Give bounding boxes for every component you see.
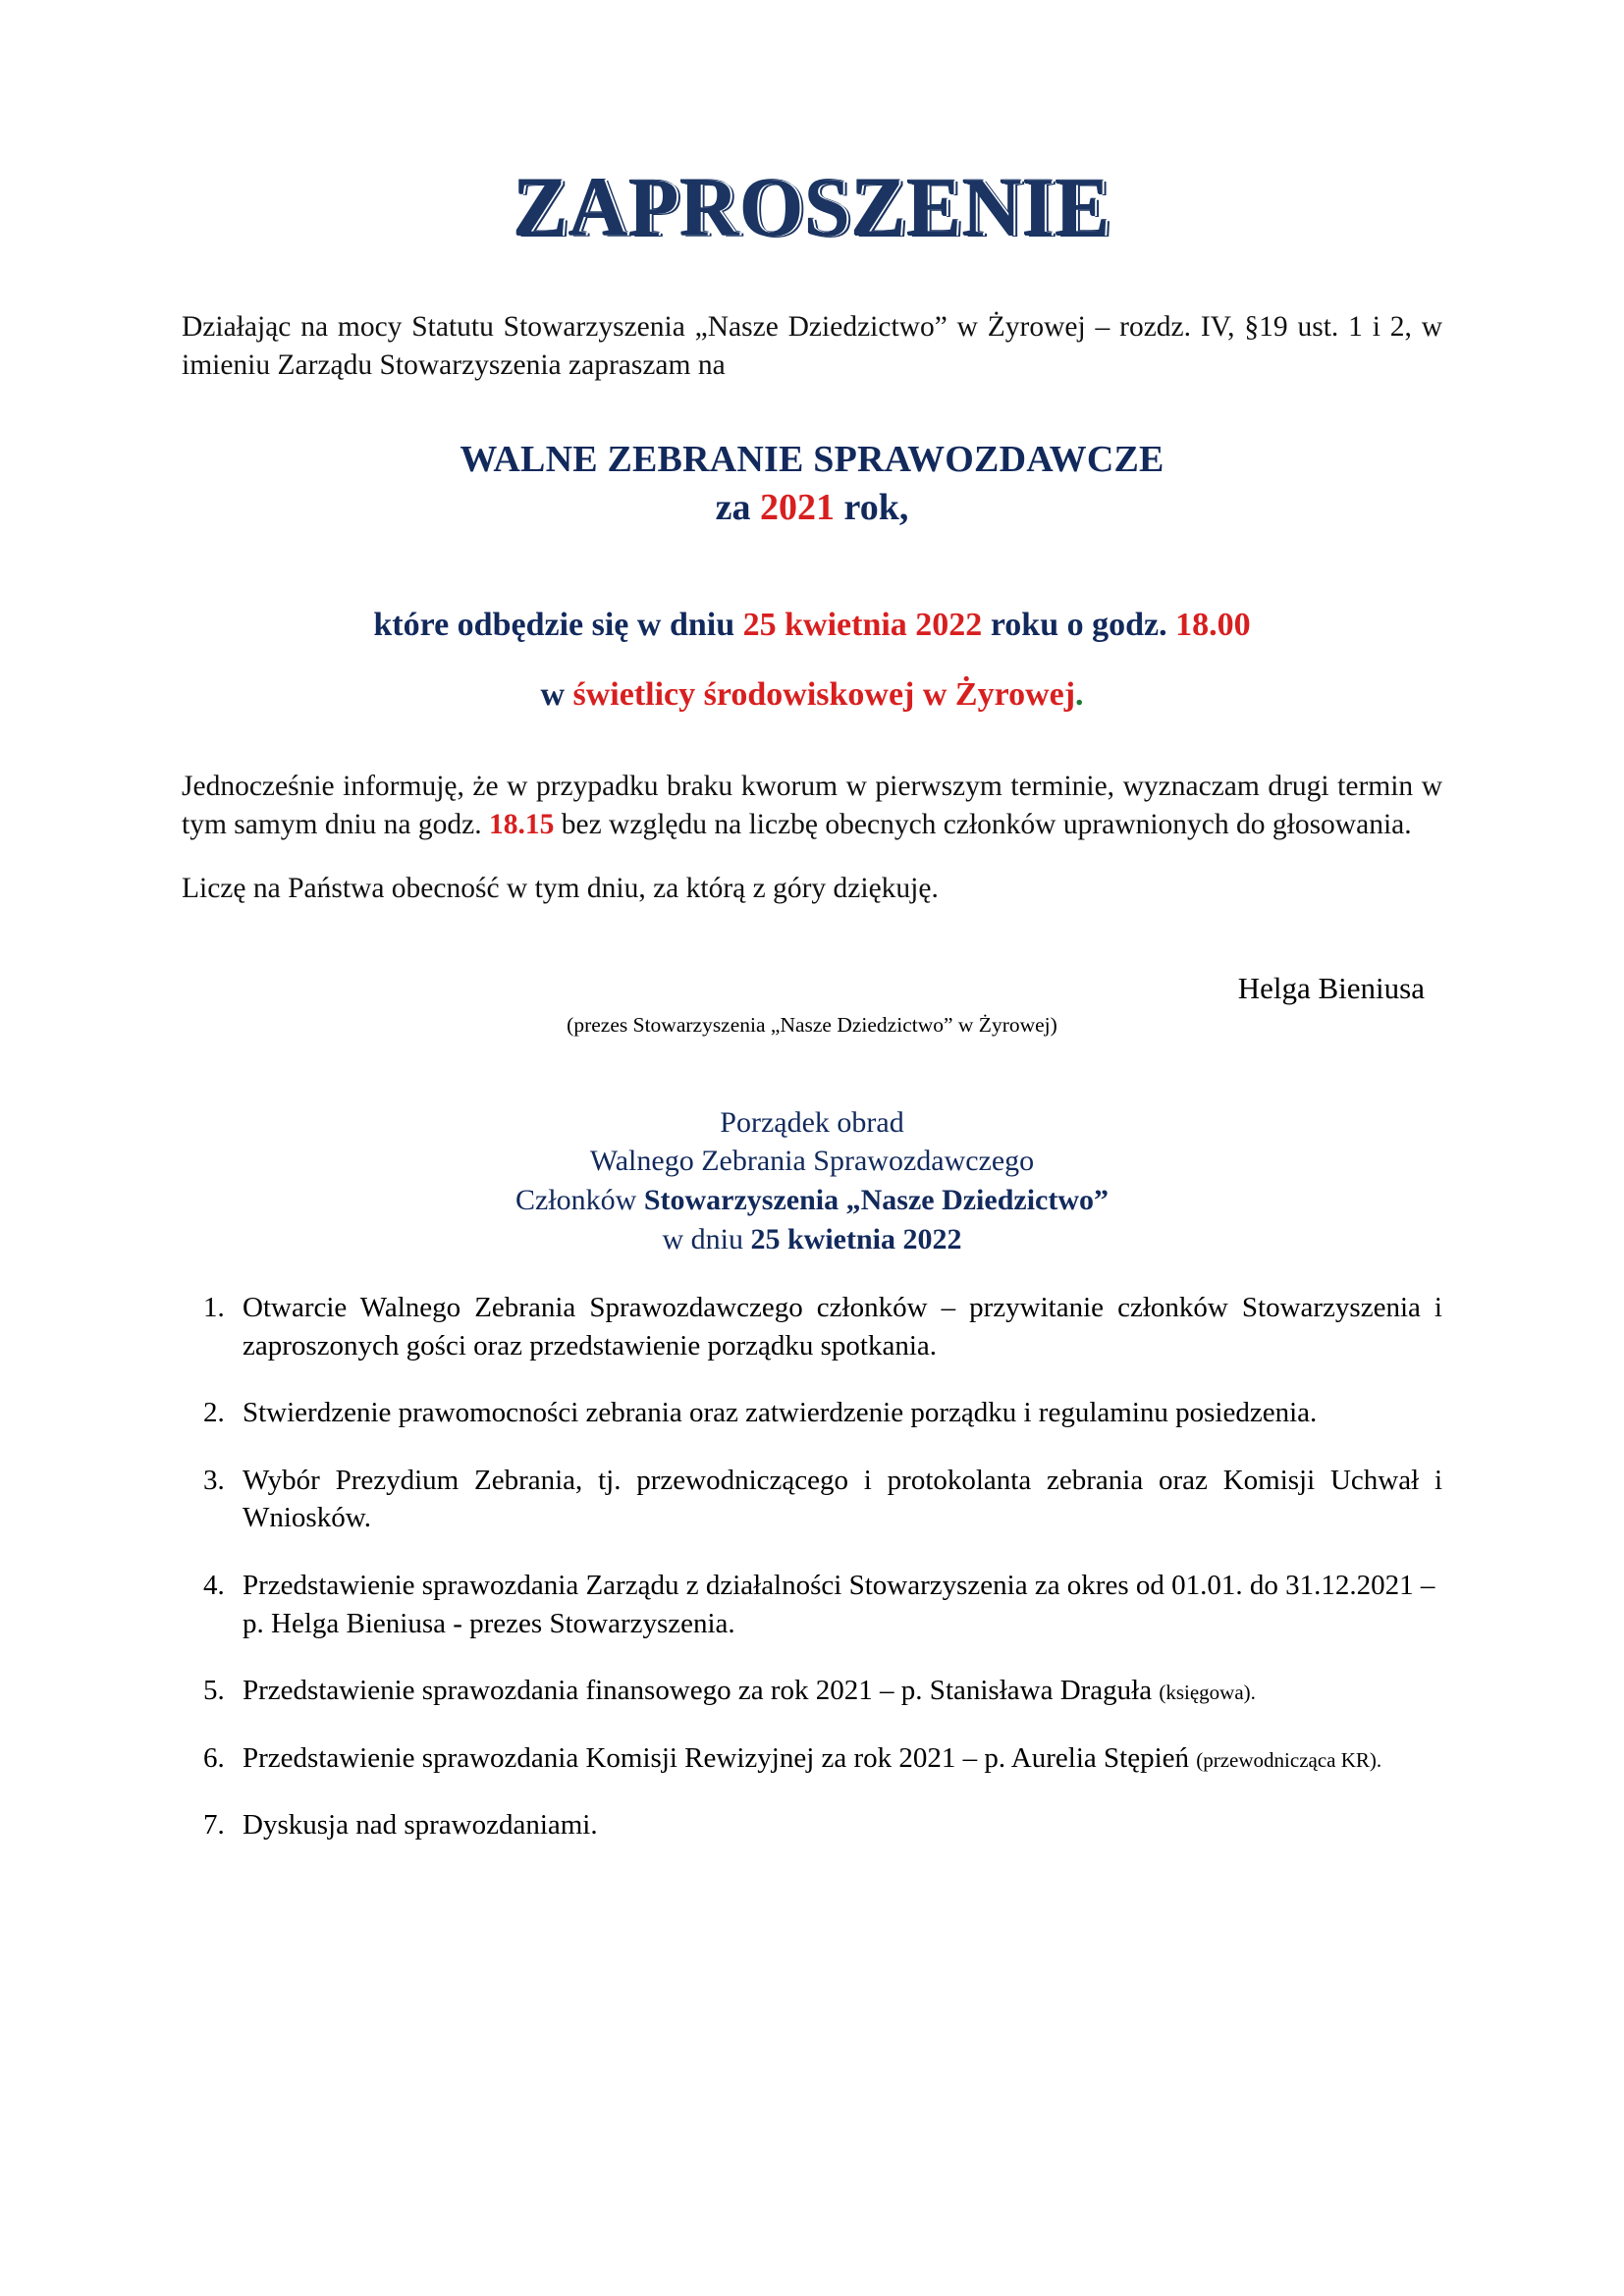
agenda-header-line3-prefix: Członków (514, 1184, 644, 1217)
agenda-list (182, 1289, 1442, 1844)
headline-year-value: 2021 (760, 486, 836, 528)
agenda-header-line1: Porządek obrad (720, 1105, 904, 1139)
event-date-prefix: które odbędzie się w dniu (373, 607, 743, 644)
agenda-header-line4 (182, 1220, 1442, 1259)
headline-year-line (182, 484, 1442, 532)
agenda-header-line4-prefix: w dniu (662, 1223, 751, 1256)
agenda-header (182, 1103, 1442, 1260)
event-date-middle: roku o godz. (982, 607, 1176, 644)
agenda-item-text: Przedstawienie sprawozdania finansowego za rok 2021 – p. Stanisława Draguła (243, 1675, 1160, 1707)
event-date-value: 25 kwietnia 2022 (742, 607, 983, 644)
thanks-paragraph: Liczę na Państwa obecność w tym dniu, za którą z góry dziękuję. (182, 873, 939, 905)
quorum-text-part2: bez względu na liczbę obecnych członków uprawnionych do głosowania. (554, 809, 1412, 841)
event-place-prefix: w (540, 675, 573, 713)
spacer (182, 648, 1442, 673)
spacer (182, 531, 1442, 604)
spacer (182, 385, 1442, 436)
main-headline: WALNE ZEBRANIE SPRAWOZDAWCZE (460, 439, 1164, 481)
spacer (182, 844, 1442, 870)
signature-block (182, 970, 1442, 1039)
event-place-line (182, 673, 1442, 717)
headline-year-prefix: za (715, 486, 761, 528)
agenda-item-text: Wybór Prezydium Zebrania, tj. przewodniczącego i protokolanta zebrania oraz Komisji Uchwał i Wniosków. (243, 1464, 1442, 1534)
event-time-value: 18.00 (1175, 607, 1251, 644)
spacer (182, 717, 1442, 768)
quorum-paragraph (182, 768, 1442, 844)
signature-role: (prezes Stowarzyszenia „Nasze Dziedzictwo” w Żyrowej) (567, 1012, 1057, 1037)
quorum-text-part1: Jednocześnie informuję, że w przypadku braku kworum w pierwszym terminie, wyznaczam drugi termin w tym samym dniu na godz. (182, 770, 1442, 841)
agenda-item (182, 1806, 1442, 1844)
agenda-item-text: Dyskusja nad sprawozdaniami. (243, 1809, 598, 1842)
agenda-item (182, 1289, 1442, 1364)
agenda-item-note: (księgowa). (1159, 1681, 1256, 1705)
agenda-item (182, 1567, 1442, 1642)
agenda-item-text: Przedstawienie sprawozdania Komisji Rewizyjnej za rok 2021 – p. Aurelia Stępień (243, 1741, 1197, 1774)
page-title: ZAPROSZENIE (513, 160, 1111, 254)
agenda-item-text: Stwierdzenie prawomocności zebrania oraz zatwierdzenie porządku i regulaminu posiedzenia. (243, 1397, 1318, 1429)
agenda-item (182, 1394, 1442, 1432)
quorum-time: 18.15 (489, 809, 555, 841)
agenda-item (182, 1462, 1442, 1537)
agenda-item-note: (przewodnicząca KR). (1196, 1747, 1382, 1772)
agenda-item (182, 1672, 1442, 1710)
agenda-item-text: Otwarcie Walnego Zebrania Sprawozdawczego członków – przywitanie członków Stowarzyszenia i zaproszonych gości oraz przedstawienie porządku spotkania. (243, 1292, 1442, 1362)
agenda-item-text: Przedstawienie sprawozdania Zarządu z działalności Stowarzyszenia za okres od 01.01. do 31.12.2021 – p. Helga Bieniusa - prezes Stowarzyszenia. (243, 1569, 1435, 1639)
event-place-value: świetlicy środowiskowej w Żyrowej (572, 675, 1076, 713)
headline-year-suffix: rok, (835, 486, 909, 528)
intro-paragraph: Działając na mocy Statutu Stowarzyszenia „Nasze Dziedzictwo” w Żyrowej – rozdz. IV, §19 ust. 1 i 2, w imieniu Zarządu Stowarzyszenia zapraszam na (182, 310, 1442, 381)
event-place-period: . (1075, 675, 1084, 713)
agenda-header-line3-bold: Stowarzyszenia „Nasze Dziedzictwo” (643, 1184, 1110, 1217)
agenda-item (182, 1739, 1442, 1778)
signature-name: Helga Bieniusa (1237, 970, 1425, 1005)
agenda-header-line2: Walnego Zebrania Sprawozdawczego (589, 1145, 1035, 1178)
event-date-line (182, 604, 1442, 647)
agenda-header-line4-bold: 25 kwietnia 2022 (750, 1223, 962, 1256)
agenda-header-line3 (182, 1181, 1442, 1220)
